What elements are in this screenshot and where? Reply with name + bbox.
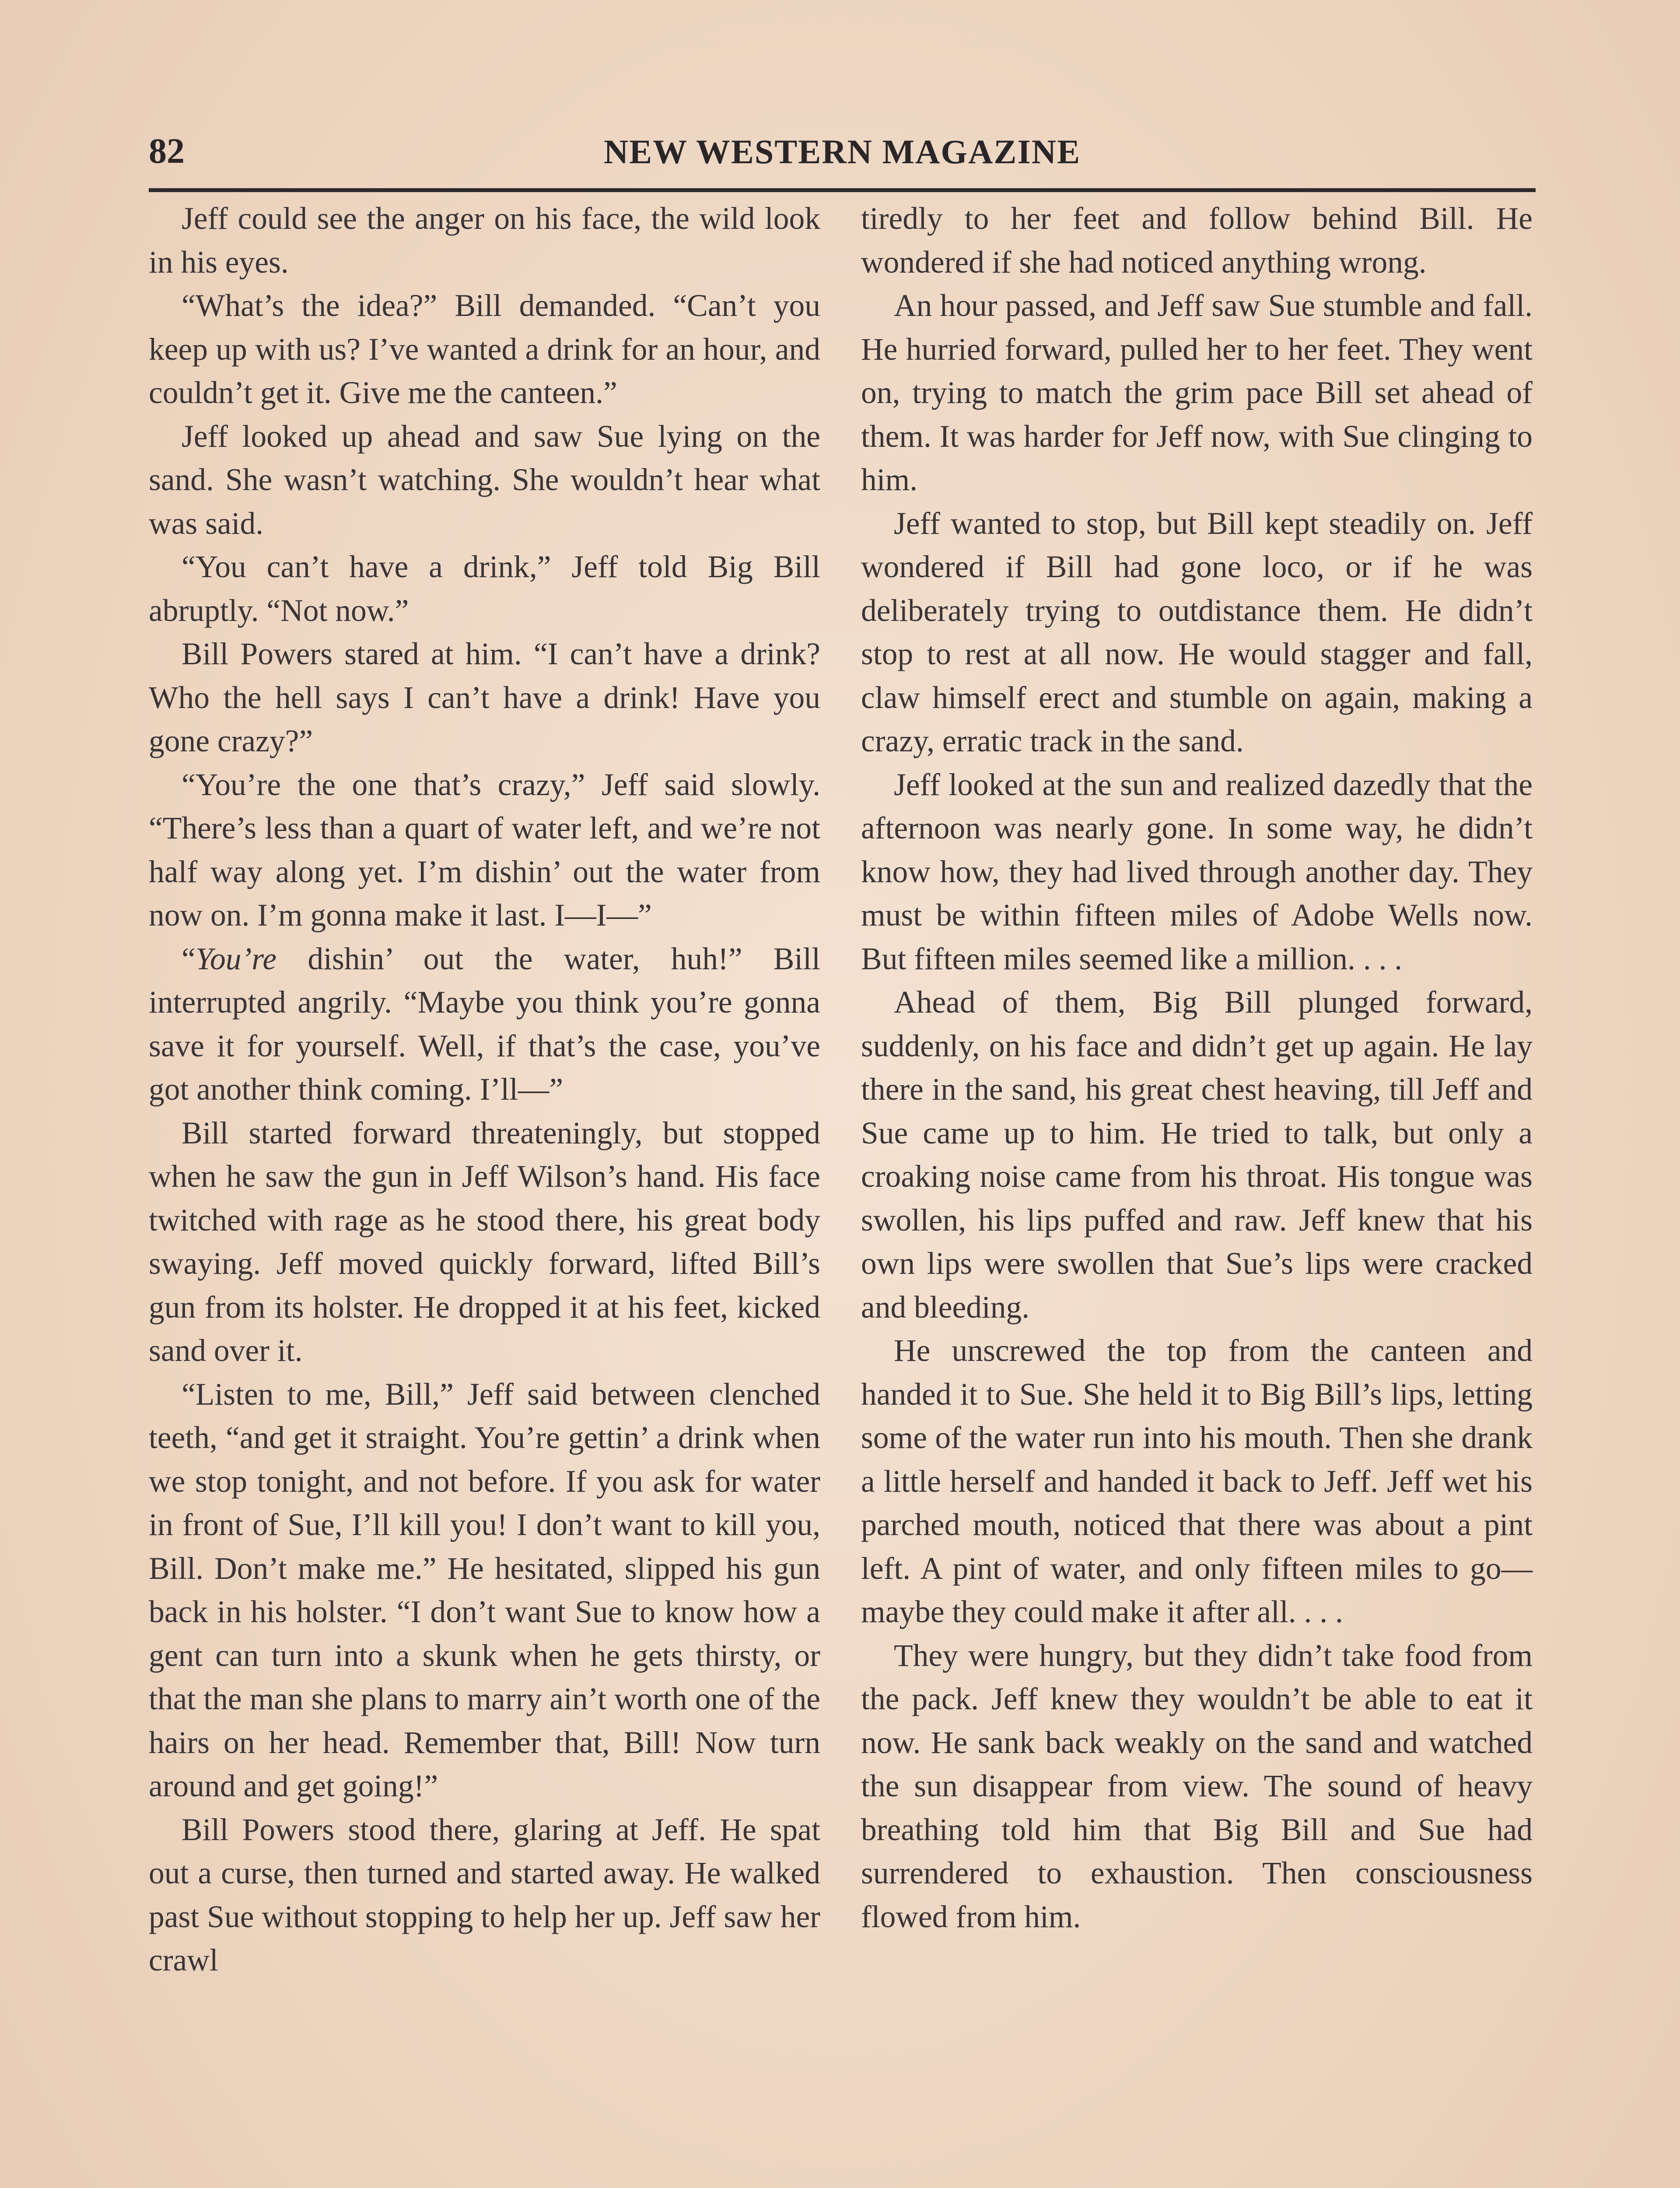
paragraph: “You’re the one that’s crazy,” Jeff said slowly. “There’s less than a quart of water left, and we’re not half way along yet. I’m dishin’ out the water from now on. I’m gonna make it last. I—I—” <box>149 767 820 933</box>
paragraph: Bill Powers stared at him. “I can’t have a drink? Who the hell says I can’t have a drink! Have you gone crazy?” <box>149 637 820 758</box>
paragraph: They were hungry, but they didn’t take food from the pack. Jeff knew they wouldn’t be able to eat it now. He sank back weakly on the sand and watched the sun disappear from view. The sound of heavy breathing told him that Big Bill and Sue had surrendered to exhaustion. Then consciousness flowed from him. <box>861 1638 1533 1934</box>
emphasized-word: You’re <box>195 941 277 976</box>
paragraph: He unscrewed the top from the canteen and handed it to Sue. She held it to Big Bill’s lips, letting some of the water run into his mouth. Then she drank a little herself and handed it back to Jeff. Jeff wet his parched mouth, noticed that there was about a pint left. A pint of water, and only fifteen miles to go—maybe they could make it after all. . . . <box>861 1333 1533 1629</box>
page-header <box>149 123 1536 192</box>
paragraph: “What’s the idea?” Bill demanded. “Can’t you keep up with us? I’ve wanted a drink for an hour, and couldn’t get it. Give me the canteen.” <box>149 288 820 410</box>
paragraph: Jeff looked at the sun and realized dazedly that the afternoon was nearly gone. In some way, he didn’t know how, they had lived through another day. They must be within fifteen miles of Adobe Wells now. But fifteen miles seemed like a million. . . . <box>861 767 1533 976</box>
paragraph-text: dishin’ out the water, huh!” Bill interrupted angrily. “Maybe you think you’re gonna save it for yourself. Well, if that’s the case, you’ve got another think coming. I’ll—” <box>149 941 820 1107</box>
paragraph: Bill started forward threateningly, but stopped when he saw the gun in Jeff Wilson’s hand. His face twitched with rage as he stood there, his great body swaying. Jeff moved quickly forward, lifted Bill’s gun from its holster. He dropped it at his feet, kicked sand over it. <box>149 1115 820 1368</box>
right-column <box>861 197 1533 1939</box>
continued-paragraph: tiredly to her feet and follow behind Bill. He wondered if she had noticed anything wrong. <box>861 201 1533 280</box>
paragraph: “Listen to me, Bill,” Jeff said between clenched teeth, “and get it straight. You’re gettin’ a drink when we stop tonight, and not before. If you ask for water in front of Sue, I’ll kill you! I don’t want to kill you, Bill. Don’t make me.” He hesitated, slipped his gun back in his holster. “I don’t want Sue to know how a gent can turn into a skunk when he gets thirsty, or that the man she plans to marry ain’t worth one of the hairs on her head. Remember that, Bill! Now turn around and get going!” <box>149 1377 820 1803</box>
magazine-title: NEW WESTERN MAGAZINE <box>603 133 1081 171</box>
quote-mark: “ <box>182 941 196 976</box>
paragraph: Jeff looked up ahead and saw Sue lying on the sand. She wasn’t watching. She wouldn’t hear what was said. <box>149 419 820 541</box>
paragraph: Jeff wanted to stop, but Bill kept steadily on. Jeff wondered if Bill had gone loco, or if he was deliberately trying to outdistance them. He didn’t stop to rest at all now. He would stagger and fall, claw himself erect and stumble on again, making a crazy, erratic track in the sand. <box>861 506 1533 758</box>
paragraph <box>149 937 820 1112</box>
page-number: 82 <box>149 131 185 171</box>
paragraph: Jeff could see the anger on his face, the wild look in his eyes. <box>149 201 820 280</box>
paragraph: Bill Powers stood there, glaring at Jeff. He spat out a curse, then turned and started away. He walked past Sue without stopping to help her up. Jeff saw her crawl <box>149 1812 820 1978</box>
paragraph: Ahead of them, Big Bill plunged forward, suddenly, on his face and didn’t get up again. He lay there in the sand, his great chest heaving, till Jeff and Sue came up to him. He tried to talk, but only a croaking noise came from his throat. His tongue was swollen, his lips puffed and raw. Jeff knew that his own lips were swollen that Sue’s lips were cracked and bleeding. <box>861 985 1533 1325</box>
paragraph: An hour passed, and Jeff saw Sue stumble and fall. He hurried forward, pulled her to her feet. They went on, trying to match the grim pace Bill set ahead of them. It was harder for Jeff now, with Sue clinging to him. <box>861 288 1533 497</box>
left-column <box>149 197 820 1982</box>
paragraph: “You can’t have a drink,” Jeff told Big Bill abruptly. “Not now.” <box>149 550 820 628</box>
